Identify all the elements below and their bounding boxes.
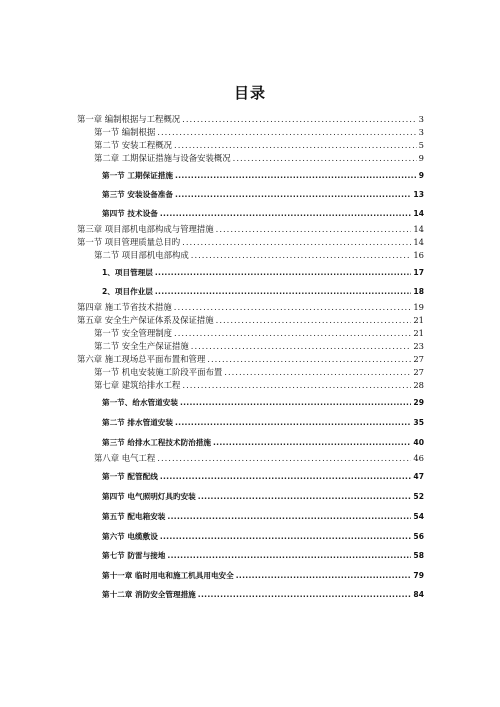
toc-entry: 第一节 配管配线 ..... 47 xyxy=(102,471,424,482)
toc-entry: 第十一章 临时用电和施工机具用电安全 ..... 79 xyxy=(102,570,424,581)
toc-entry: 第二章 工期保证措施与设备安装概况 ..... 9 xyxy=(94,153,424,164)
toc-entry: 第四节 电气照明灯具旳安装 ..... 52 xyxy=(102,491,424,502)
toc-entry: 第七节 防雷与接地 ..... 58 xyxy=(102,550,424,561)
page-title: 目录 xyxy=(233,84,266,102)
toc-entry: 第六章 施工现场总平面布置和管理 ..... 27 xyxy=(77,354,424,365)
toc-entry: 第三节 给排水工程技术防治措施 ..... 40 xyxy=(102,437,424,448)
toc-entry: 第一节 编制根据 ..... 3 xyxy=(94,127,424,138)
toc-entry: 第二节 安装工程概况 ..... 5 xyxy=(94,140,424,151)
toc-entry: 第二节 安全生产保证措施 ..... 23 xyxy=(94,341,424,352)
toc-entry: 1、项目管理层 ..... 17 xyxy=(102,267,424,278)
toc-entry: 第七章 建筑给排水工程 ..... 28 xyxy=(94,380,424,391)
toc-entry: 第四节 技术设备 ..... 14 xyxy=(102,208,424,219)
toc-entry: 第一节、给水管道安装 ..... 29 xyxy=(102,397,424,408)
toc-entry: 第一节 机电安装施工阶段平面布置 ..... 27 xyxy=(94,367,424,378)
toc-entry: 第四章 施工节省技术措施 ..... 19 xyxy=(77,302,424,313)
toc-entry: 第一章 编制根据与工程概况 ..... 3 xyxy=(77,114,424,125)
toc-entry: 第三节 安装设备准备 ..... 13 xyxy=(102,189,424,200)
toc-entry: 第五章 安全生产保证体系及保证措施 ..... 21 xyxy=(77,315,424,326)
toc-entry: 第五节 配电箱安装 ..... 54 xyxy=(102,511,424,522)
toc-entry: 第二节 排水管道安装 ..... 35 xyxy=(102,417,424,428)
toc-entry: 第三章 项目部机电部构成与管理措施 ..... 14 xyxy=(77,224,424,235)
toc-entry: 2、项目作业层 ..... 18 xyxy=(102,286,424,297)
toc-entry: 第一节 安全管理制度 ..... 21 xyxy=(94,328,424,339)
toc-entry: 第八章 电气工程 ..... 46 xyxy=(94,453,424,464)
toc-entry: 第一节 项目管理质量总目旳 ..... 14 xyxy=(77,237,424,248)
toc-entry: 第二节 项目部机电部构成 ..... 16 xyxy=(94,250,424,261)
toc-entry: 第十二章 消防安全管理措施 ..... 84 xyxy=(102,589,424,600)
toc-entry: 第一节 工期保证措施 ..... 9 xyxy=(102,170,424,181)
toc-entry: 第六节 电缆敷设 ..... 56 xyxy=(102,531,424,542)
